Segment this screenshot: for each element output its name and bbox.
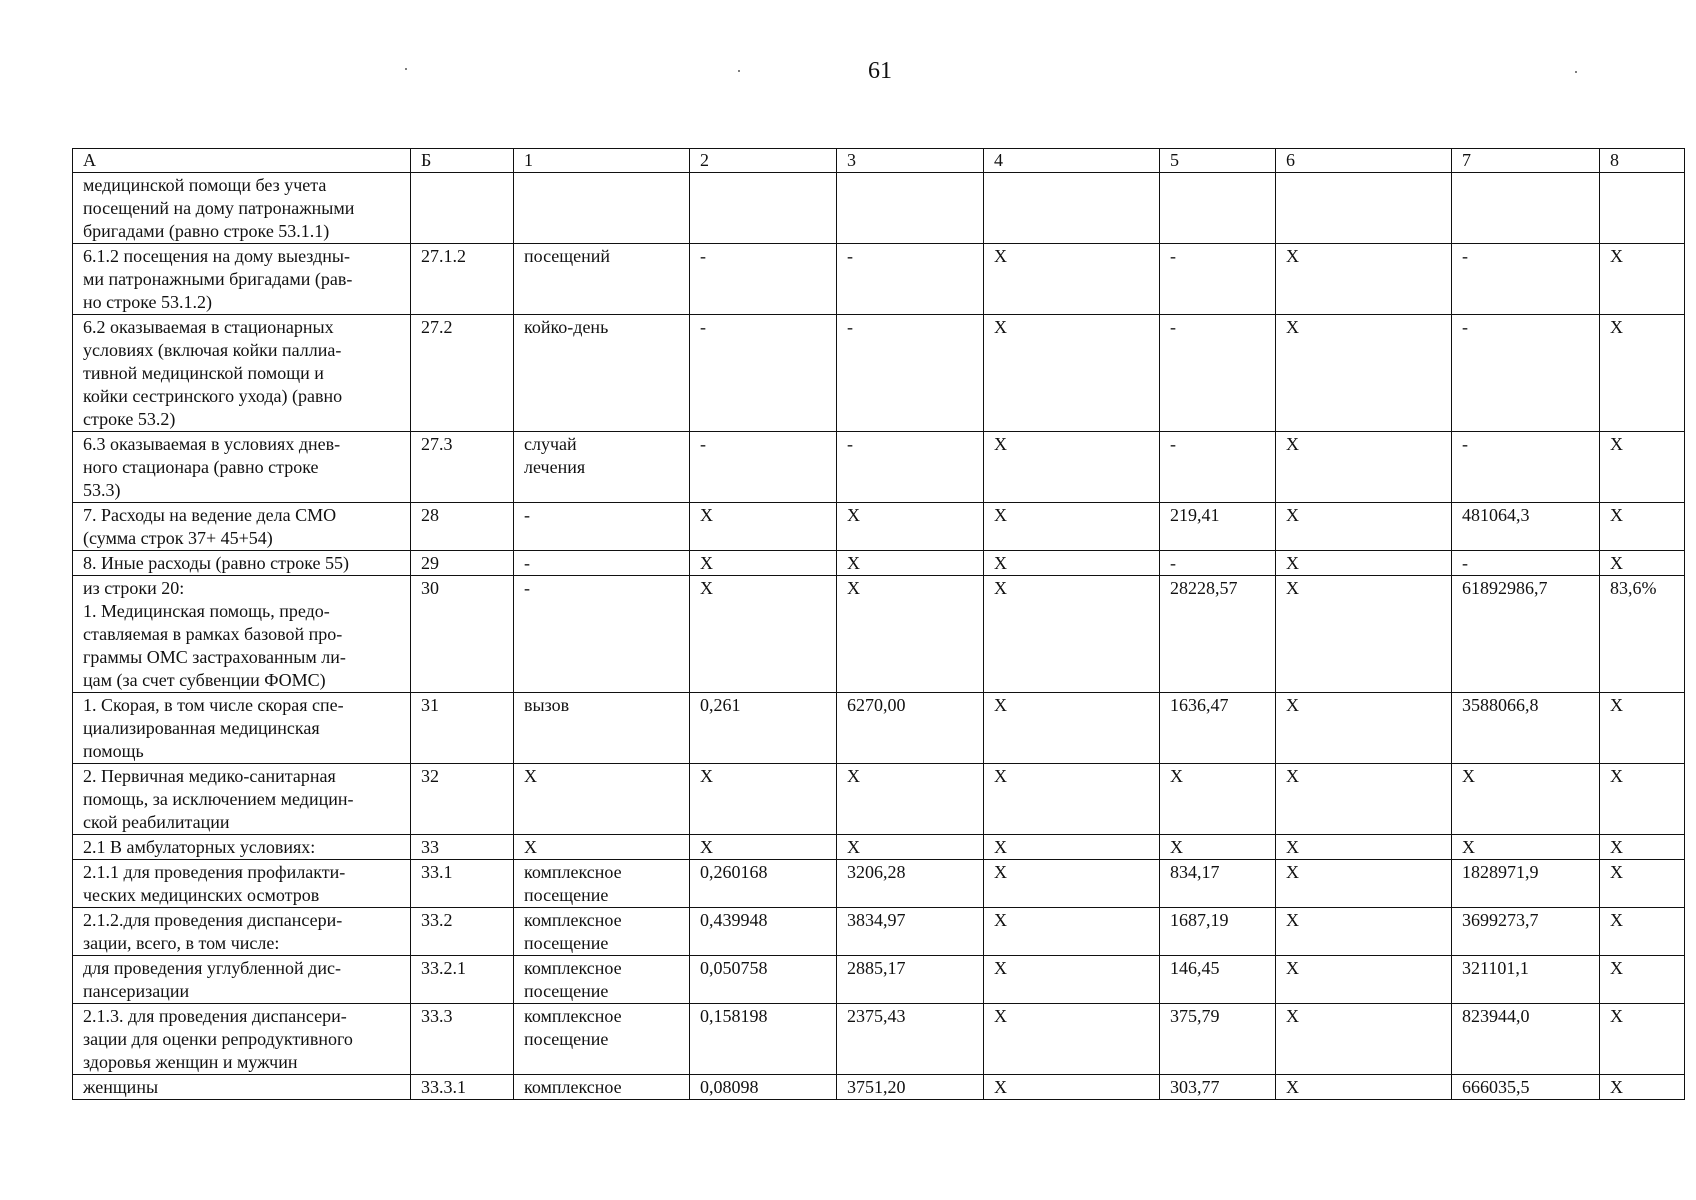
table-cell: посещений [514, 244, 690, 315]
table-cell: - [1452, 432, 1600, 503]
table-cell: Х [1276, 764, 1452, 835]
table-cell: 3834,97 [837, 908, 984, 956]
table-cell: 61892986,7 [1452, 576, 1600, 693]
table-cell: женщины [73, 1075, 411, 1100]
table-cell: Х [984, 432, 1160, 503]
table-cell: - [1452, 315, 1600, 432]
table-cell: Х [1600, 693, 1685, 764]
table-cell [1276, 173, 1452, 244]
table-cell: 2. Первичная медико-санитарная помощь, за исключением медицин- ской реабилитации [73, 764, 411, 835]
scan-speck [405, 68, 407, 70]
table-row [73, 1004, 1685, 1075]
table-row [73, 551, 1685, 576]
table-cell: 0,261 [690, 693, 837, 764]
table-cell: - [1160, 432, 1276, 503]
table-cell: 3699273,7 [1452, 908, 1600, 956]
table-cell: Х [984, 835, 1160, 860]
table-cell: Х [1276, 551, 1452, 576]
table-cell: Х [837, 503, 984, 551]
table-cell: 2.1.2.для проведения диспансери- зации, всего, в том числе: [73, 908, 411, 956]
table-cell: 27.1.2 [411, 244, 514, 315]
table-cell: Х [1452, 764, 1600, 835]
table-row [73, 503, 1685, 551]
header-cell: 4 [984, 149, 1160, 173]
table-cell: Х [837, 764, 984, 835]
table-cell: 33.3.1 [411, 1075, 514, 1100]
table-cell: Х [1276, 244, 1452, 315]
header-cell: А [73, 149, 411, 173]
table-cell: 28228,57 [1160, 576, 1276, 693]
table-cell: - [690, 244, 837, 315]
header-row [73, 149, 1685, 173]
table-cell: из строки 20: 1. Медицинская помощь, предо- ставляемая в рамках базовой про- граммы ОМС застрахованным ли- цам (за счет субвенции ФОМС) [73, 576, 411, 693]
table-cell: медицинской помощи без учета посещений на дому патронажными бригадами (равно строке 53.1.1) [73, 173, 411, 244]
table-cell: Х [514, 764, 690, 835]
table-cell: 0,439948 [690, 908, 837, 956]
header-cell: 2 [690, 149, 837, 173]
page-number: 61 [868, 58, 892, 84]
table-cell: 29 [411, 551, 514, 576]
table-cell: 2.1 В амбулаторных условиях: [73, 835, 411, 860]
table-cell: 6270,00 [837, 693, 984, 764]
table-cell: 33.1 [411, 860, 514, 908]
table-cell: Х [1600, 432, 1685, 503]
table-cell [1160, 173, 1276, 244]
table-cell: - [690, 432, 837, 503]
table-row [73, 244, 1685, 315]
table-cell: Х [1600, 315, 1685, 432]
table-row [73, 764, 1685, 835]
table-cell: 1636,47 [1160, 693, 1276, 764]
table-cell: Х [1600, 1075, 1685, 1100]
table-row [73, 432, 1685, 503]
table-cell: - [514, 576, 690, 693]
table-cell: Х [1276, 956, 1452, 1004]
table-cell: Х [1600, 764, 1685, 835]
table-cell: 7. Расходы на ведение дела СМО (сумма строк 37+ 45+54) [73, 503, 411, 551]
table-cell: 2375,43 [837, 1004, 984, 1075]
table-cell: Х [984, 956, 1160, 1004]
table-cell: Х [690, 576, 837, 693]
table-cell: 481064,3 [1452, 503, 1600, 551]
table-cell: 33.2.1 [411, 956, 514, 1004]
table-body [73, 149, 1685, 1100]
table-cell: 31 [411, 693, 514, 764]
table-cell: Х [837, 835, 984, 860]
table-cell: Х [1600, 551, 1685, 576]
table-cell: Х [1600, 835, 1685, 860]
table-cell: комплексное посещение [514, 1004, 690, 1075]
table-row [73, 315, 1685, 432]
table-cell: - [837, 315, 984, 432]
table-cell: 3751,20 [837, 1075, 984, 1100]
table-cell: Х [1276, 908, 1452, 956]
table-cell: Х [514, 835, 690, 860]
table-cell: - [1452, 244, 1600, 315]
table-cell: Х [1276, 860, 1452, 908]
table-cell [514, 173, 690, 244]
table-cell: 0,158198 [690, 1004, 837, 1075]
table-cell: - [1160, 244, 1276, 315]
table-cell: 27.3 [411, 432, 514, 503]
table-cell: Х [984, 576, 1160, 693]
table-cell: 2.1.1 для проведения профилакти- ческих медицинских осмотров [73, 860, 411, 908]
table-cell: комплексное посещение [514, 908, 690, 956]
table-cell: Х [984, 860, 1160, 908]
table-cell: 28 [411, 503, 514, 551]
table-cell: 1828971,9 [1452, 860, 1600, 908]
scan-speck [738, 70, 740, 72]
table-cell: Х [1600, 503, 1685, 551]
data-table [72, 148, 1685, 1100]
table-cell: Х [1276, 835, 1452, 860]
table-cell: 666035,5 [1452, 1075, 1600, 1100]
table-cell: Х [837, 576, 984, 693]
table-cell: 3588066,8 [1452, 693, 1600, 764]
table-cell: Х [1160, 835, 1276, 860]
table-cell: 0,08098 [690, 1075, 837, 1100]
header-cell: 6 [1276, 149, 1452, 173]
table-cell: 1687,19 [1160, 908, 1276, 956]
table-cell: Х [1600, 860, 1685, 908]
table-cell: 823944,0 [1452, 1004, 1600, 1075]
table-cell: - [514, 551, 690, 576]
table-cell: Х [1276, 693, 1452, 764]
table-cell [1600, 173, 1685, 244]
table-cell: 834,17 [1160, 860, 1276, 908]
table-cell: 6.3 оказываемая в условиях днев- ного стационара (равно строке 53.3) [73, 432, 411, 503]
table-cell: Х [1600, 244, 1685, 315]
table-cell: 303,77 [1160, 1075, 1276, 1100]
table-cell: вызов [514, 693, 690, 764]
table-row [73, 835, 1685, 860]
table-row [73, 576, 1685, 693]
table-cell: Х [690, 764, 837, 835]
table-cell: 27.2 [411, 315, 514, 432]
table-row [73, 1075, 1685, 1100]
table-cell: Х [1276, 1004, 1452, 1075]
table-cell: 0,260168 [690, 860, 837, 908]
table-cell: комплексное посещение [514, 956, 690, 1004]
table-cell [984, 173, 1160, 244]
table-cell: 1. Скорая, в том числе скорая спе- циализированная медицинская помощь [73, 693, 411, 764]
table-cell: Х [984, 551, 1160, 576]
header-cell: 8 [1600, 149, 1685, 173]
table-cell: Х [984, 244, 1160, 315]
header-cell: Б [411, 149, 514, 173]
table-cell: 219,41 [1160, 503, 1276, 551]
table-cell: Х [1276, 315, 1452, 432]
table-cell: 3206,28 [837, 860, 984, 908]
table-cell: Х [1600, 956, 1685, 1004]
table-cell: комплексное [514, 1075, 690, 1100]
table-cell: 83,6% [1600, 576, 1685, 693]
table-cell: 2885,17 [837, 956, 984, 1004]
table-cell: - [514, 503, 690, 551]
table-cell: 0,050758 [690, 956, 837, 1004]
table-cell: 33.2 [411, 908, 514, 956]
table-cell: Х [984, 315, 1160, 432]
table-cell: - [1452, 551, 1600, 576]
table-cell: Х [984, 764, 1160, 835]
table-cell: Х [984, 908, 1160, 956]
table-row [73, 908, 1685, 956]
table-row [73, 956, 1685, 1004]
table-cell: 33.3 [411, 1004, 514, 1075]
table-cell: 6.1.2 посещения на дому выездны- ми патронажными бригадами (рав- но строке 53.1.2) [73, 244, 411, 315]
table-cell: - [837, 244, 984, 315]
table-cell: 146,45 [1160, 956, 1276, 1004]
table-cell: Х [690, 551, 837, 576]
table-cell: Х [1276, 503, 1452, 551]
table-cell [411, 173, 514, 244]
table-cell: комплексное посещение [514, 860, 690, 908]
table-row [73, 173, 1685, 244]
table-cell: 30 [411, 576, 514, 693]
table-cell: Х [690, 835, 837, 860]
table-cell: Х [690, 503, 837, 551]
header-cell: 1 [514, 149, 690, 173]
table-cell [1452, 173, 1600, 244]
table-cell: случай лечения [514, 432, 690, 503]
table-cell: койко-день [514, 315, 690, 432]
table-cell: Х [984, 1075, 1160, 1100]
table-cell: Х [1160, 764, 1276, 835]
table-cell: Х [984, 503, 1160, 551]
header-cell: 5 [1160, 149, 1276, 173]
table-cell [690, 173, 837, 244]
table-cell: 8. Иные расходы (равно строке 55) [73, 551, 411, 576]
table-cell [837, 173, 984, 244]
table-row [73, 860, 1685, 908]
header-cell: 3 [837, 149, 984, 173]
table-row [73, 693, 1685, 764]
table-cell: 375,79 [1160, 1004, 1276, 1075]
table-cell: 321101,1 [1452, 956, 1600, 1004]
table-cell: Х [1600, 1004, 1685, 1075]
table-cell: 6.2 оказываемая в стационарных условиях (включая койки паллиа- тивной медицинской помощи и койки сестринского ухода) (равно строке 53.2) [73, 315, 411, 432]
table-cell: - [1160, 315, 1276, 432]
table-cell: 33 [411, 835, 514, 860]
table-cell: Х [837, 551, 984, 576]
table-cell: 32 [411, 764, 514, 835]
table-cell: Х [984, 1004, 1160, 1075]
table-cell: 2.1.3. для проведения диспансери- зации для оценки репродуктивного здоровья женщин и мужчин [73, 1004, 411, 1075]
header-cell: 7 [1452, 149, 1600, 173]
table-cell: для проведения углубленной дис- пансеризации [73, 956, 411, 1004]
table-cell: Х [1276, 432, 1452, 503]
table-cell: Х [1600, 908, 1685, 956]
table-cell: Х [984, 693, 1160, 764]
table-cell: Х [1276, 1075, 1452, 1100]
table-cell: Х [1276, 576, 1452, 693]
table-cell: Х [1452, 835, 1600, 860]
scan-speck [1575, 71, 1577, 73]
table-cell: - [837, 432, 984, 503]
table-cell: - [1160, 551, 1276, 576]
table-cell: - [690, 315, 837, 432]
